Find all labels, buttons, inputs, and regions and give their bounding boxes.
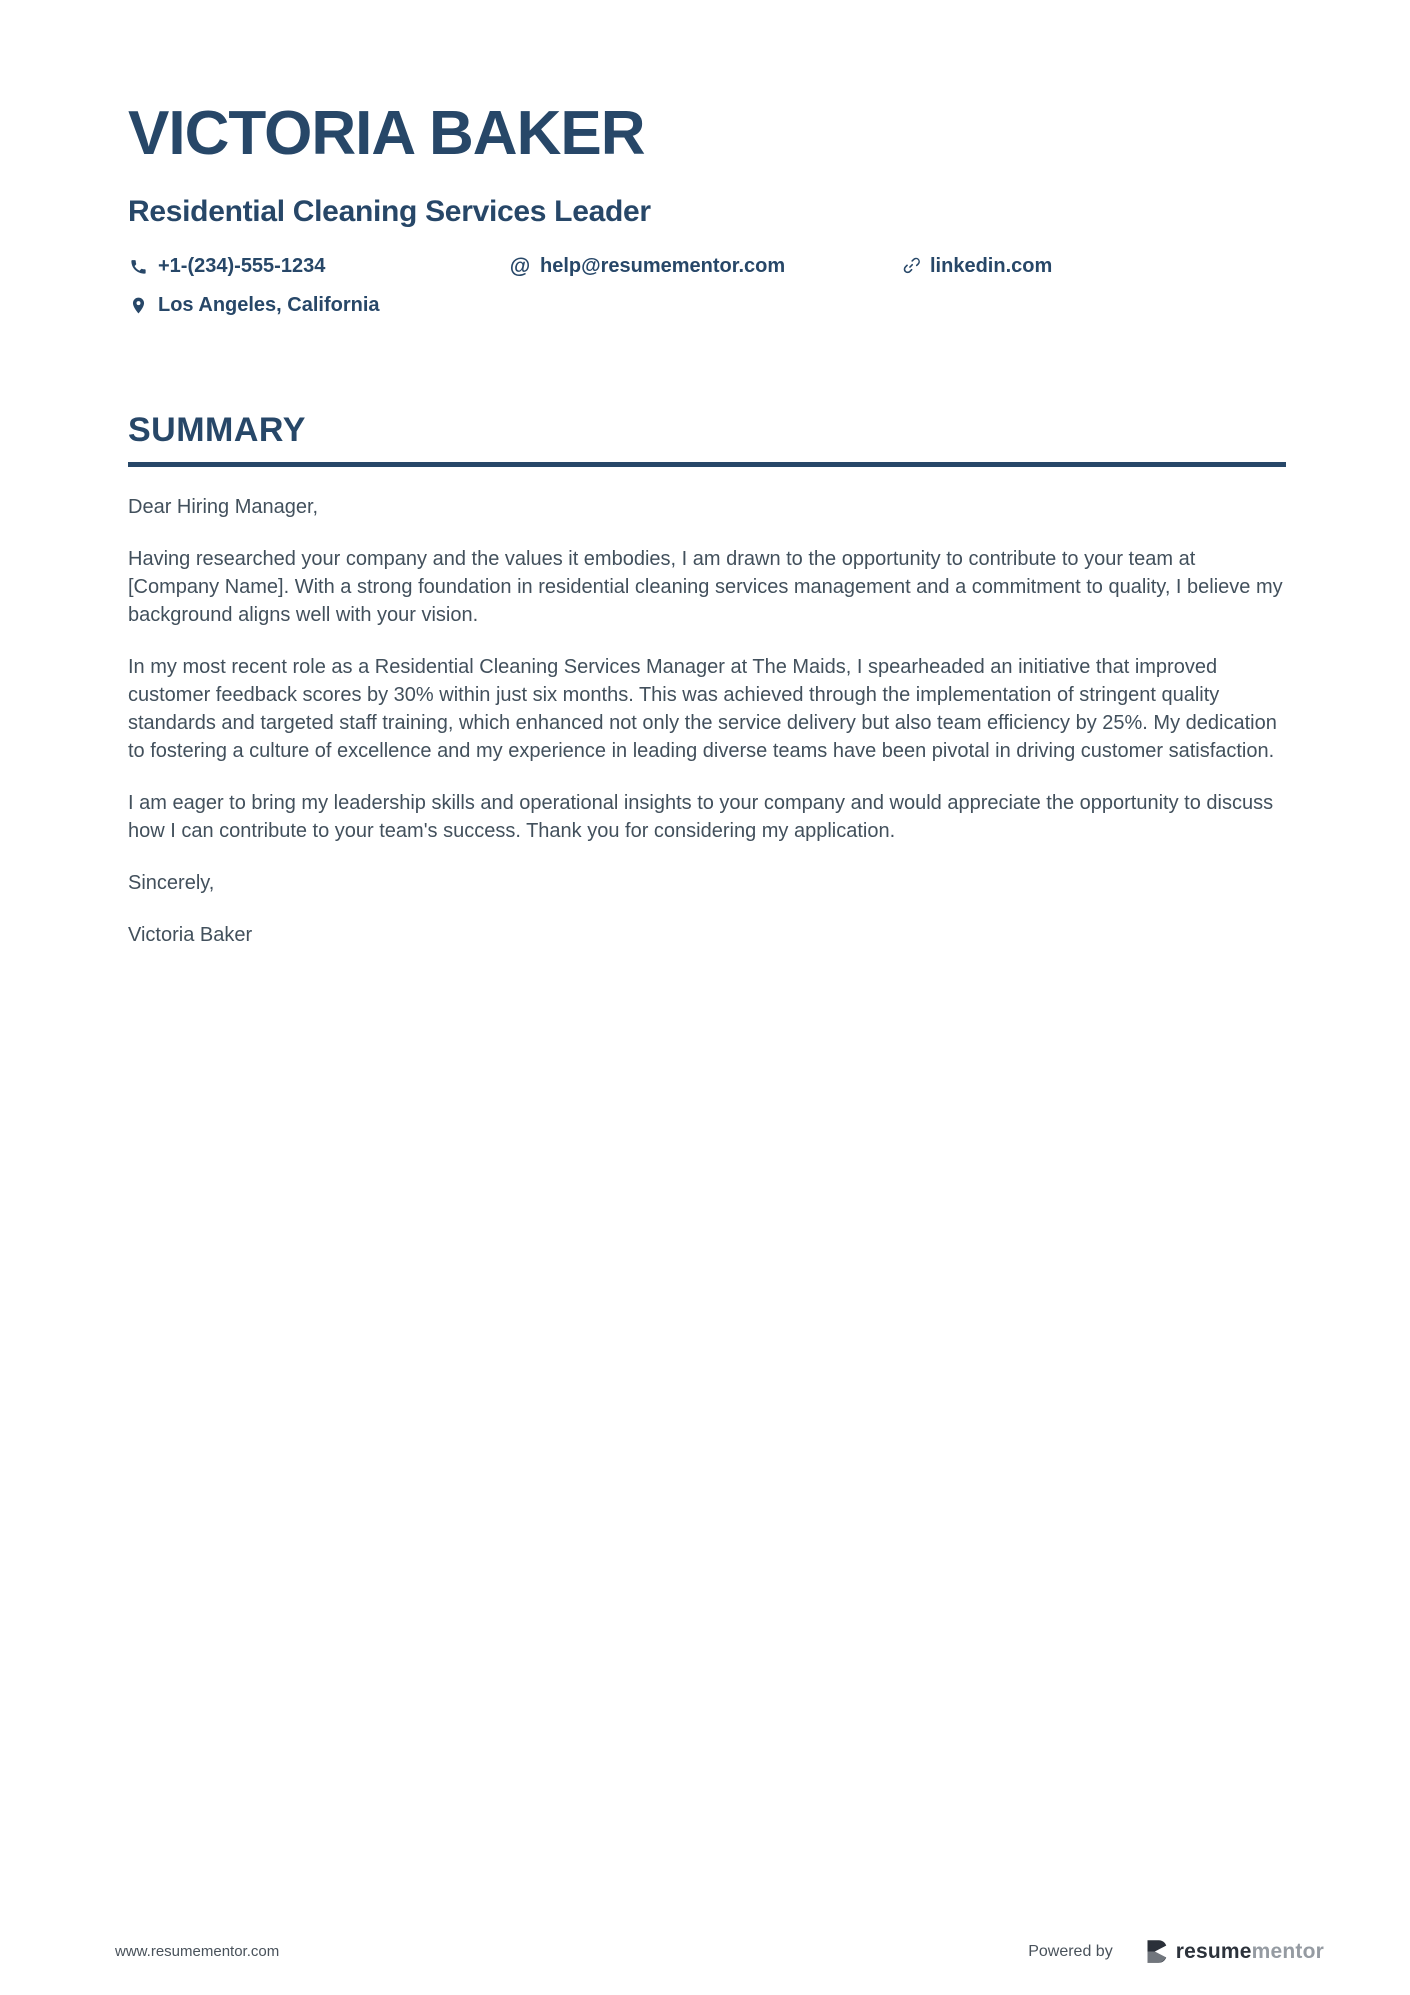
signoff: Sincerely,	[128, 872, 215, 894]
link-icon	[900, 257, 920, 277]
signature-name: Victoria Baker	[128, 924, 253, 946]
brand-text-resume: resume	[1175, 1939, 1252, 1963]
at-icon: @	[509, 255, 531, 278]
letter-body	[128, 493, 1286, 949]
email-contact[interactable]	[510, 255, 900, 278]
contact-row-primary	[128, 255, 1286, 278]
email-address[interactable]: help@resumementor.com	[540, 255, 786, 277]
footer-website-link[interactable]: www.resumementor.com	[115, 1943, 280, 1960]
summary-heading: SUMMARY	[128, 411, 1286, 467]
linkedin-url[interactable]: linkedin.com	[930, 255, 1053, 277]
linkedin-contact[interactable]	[900, 255, 1052, 278]
powered-by-label: Powered by	[1028, 1942, 1113, 1960]
person-name: VICTORIA BAKER	[128, 99, 645, 168]
footer-branding	[1028, 1938, 1324, 1965]
paragraph-experience: In my most recent role as a Residential Cleaning Services Manager at The Maids, I spearheaded an initiative that improved customer feedback scores by 30% within just six months. This was achieved through the implementation of stringent quality standards and targeted staff training, which enhanced not only the service delivery but also team efficiency by 25%. My dedication to fostering a culture of excellence and my experience in leading diverse teams have been pivotal in driving customer satisfaction.	[128, 656, 1277, 762]
phone-icon	[128, 257, 148, 277]
location-text: Los Angeles, California	[158, 294, 380, 316]
resumementor-logo[interactable]	[1143, 1938, 1324, 1965]
summary-section	[128, 411, 1286, 949]
paragraph-intro: Having researched your company and the values it embodies, I am drawn to the opportunity to contribute to your team at [Company Name]. With a strong foundation in residential cleaning services management and a commitment to quality, I believe my background aligns well with your vision.	[128, 548, 1283, 626]
brand-text-mentor: mentor	[1251, 1939, 1324, 1963]
contact-row-secondary	[128, 294, 1286, 317]
phone-contact	[128, 255, 510, 278]
phone-number: +1-(234)-555-1234	[158, 255, 326, 277]
location-contact	[128, 294, 380, 317]
job-title: Residential Cleaning Services Leader	[128, 195, 651, 228]
page-footer	[115, 1938, 1324, 1965]
resumementor-logo-icon	[1143, 1938, 1170, 1965]
location-pin-icon	[128, 296, 148, 316]
salutation: Dear Hiring Manager,	[128, 496, 319, 518]
resumementor-logo-text	[1176, 1940, 1324, 1964]
letter-content	[128, 0, 1286, 949]
paragraph-closing: I am eager to bring my leadership skills and operational insights to your company and would appreciate the opportunity to discuss how I can contribute to your team's success. Thank you for considering my application.	[128, 792, 1274, 842]
